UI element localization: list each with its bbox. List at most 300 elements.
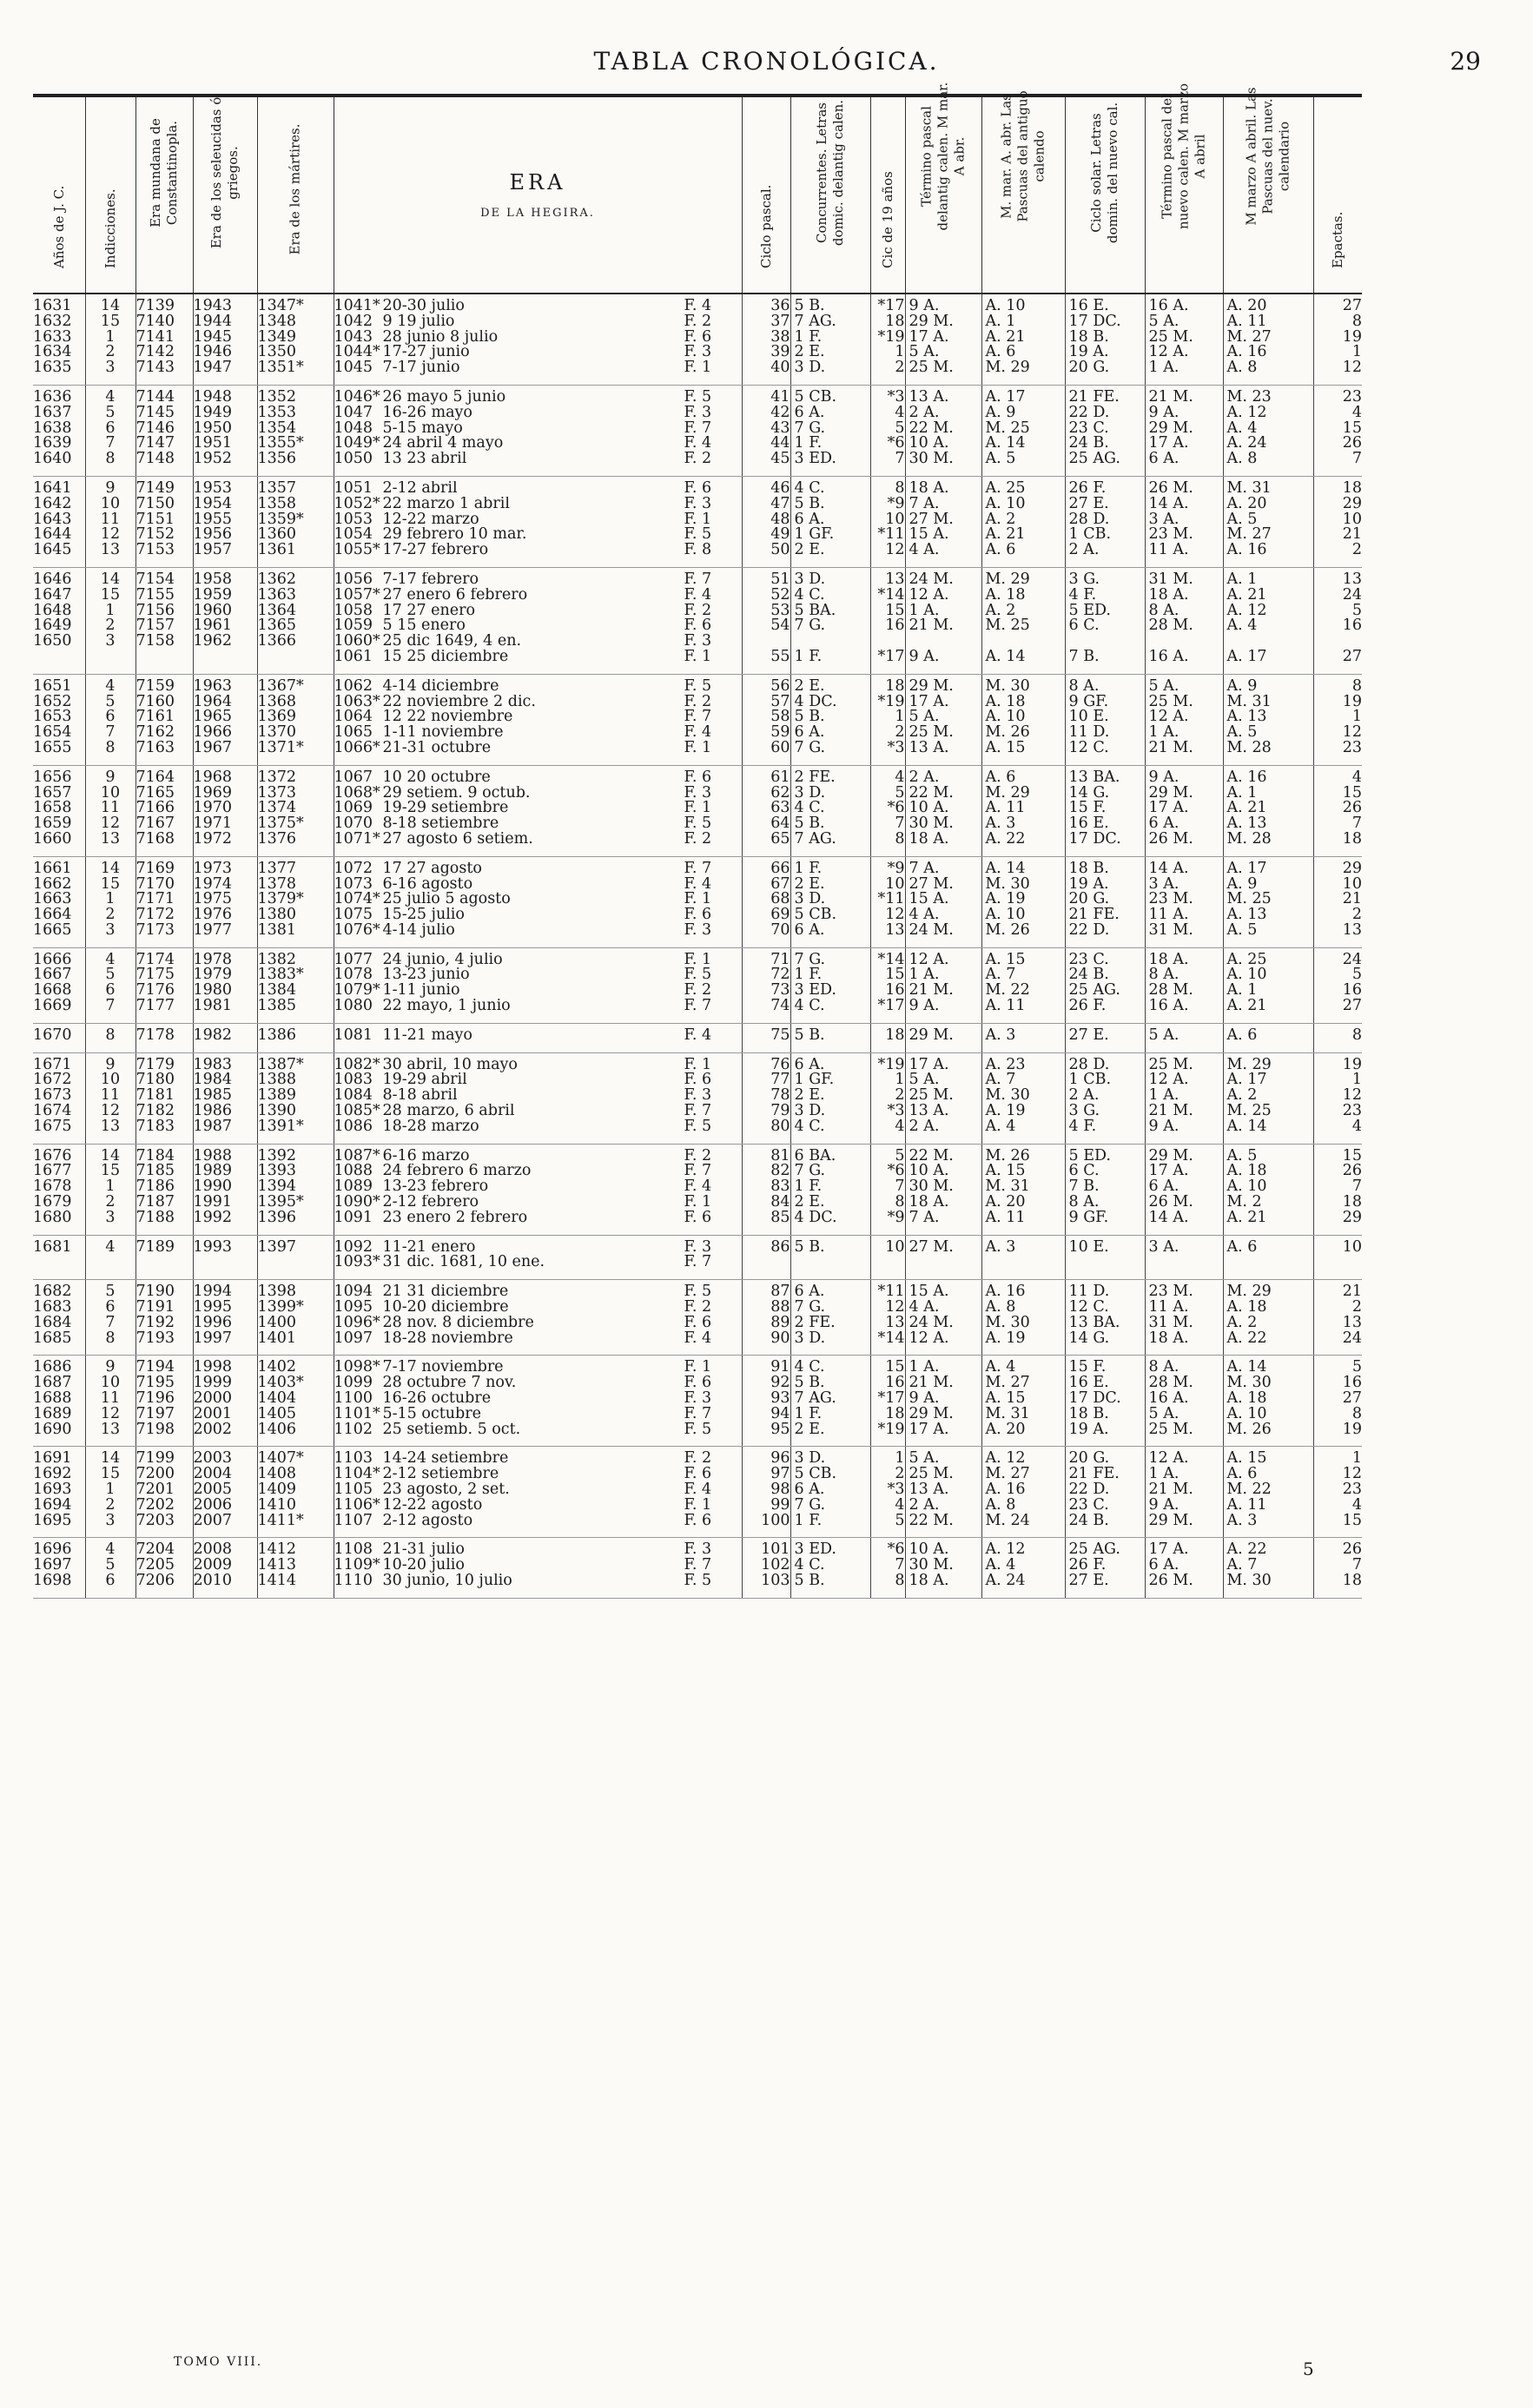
easter-new-value: M. 27 — [1226, 527, 1272, 544]
hegira-letter: F. 6 — [684, 1315, 712, 1331]
paschal-cycle-value: 51 — [770, 571, 790, 588]
paschal-term-old-value: 30 M. — [909, 1179, 954, 1196]
cycle-19-value: *11 — [877, 1284, 905, 1301]
year-value: 1653 — [33, 709, 72, 726]
indiction-value: 5 — [105, 694, 116, 710]
era-seleucid-value: 1987 — [193, 1118, 233, 1135]
epacts — [1313, 1235, 1362, 1280]
paschal-term-old-value: 30 M. — [909, 452, 954, 467]
hegira-letter: F. 7 — [684, 571, 712, 588]
paschal-term-old — [905, 1538, 981, 1598]
era-constantinople-value: 7191 — [135, 1300, 175, 1316]
easter-old-value: A. 14 — [985, 649, 1026, 665]
easter-new-value: A. 21 — [1226, 587, 1267, 604]
cycle-19-value: 12 — [885, 907, 905, 923]
year-value: 1656 — [33, 769, 72, 786]
hegira-letter: F. 3 — [684, 1391, 712, 1407]
hegira-entry — [334, 543, 742, 558]
indiction-value: 10 — [100, 1376, 121, 1392]
easter-new-value: A. 1 — [1226, 785, 1258, 802]
indiction-value: 4 — [105, 1542, 116, 1559]
era-martyrs-value: 1368 — [257, 694, 297, 710]
concurrents-value: 6 A. — [794, 405, 825, 421]
hegira-date: 1-11 junio — [382, 983, 460, 999]
year-value: 1674 — [33, 1104, 72, 1119]
hegira-entry — [334, 1391, 742, 1407]
concurrents-value: 5 B. — [794, 1027, 825, 1044]
hegira-letter: F. 1 — [684, 649, 712, 665]
indiction-value: 2 — [105, 618, 116, 635]
epacts-value: 10 — [1342, 511, 1362, 528]
hegira-letter: F. 7 — [684, 1164, 712, 1180]
easter-old-value: M. 30 — [985, 876, 1030, 893]
paschal-term-new-value: 31 M. — [1148, 922, 1193, 939]
paschal-cycle-value: 79 — [770, 1104, 790, 1119]
concurrents-value: 4 C. — [794, 801, 825, 817]
paschal-term-old-value: 5 A. — [909, 709, 940, 726]
hegira-cell — [334, 765, 742, 856]
hegira-letter: F. 2 — [684, 1451, 712, 1468]
cycle-19-value: 4 — [895, 1497, 905, 1514]
concurrents-value: 7 G. — [794, 952, 826, 968]
hegira-entry — [334, 816, 742, 832]
solar-new-value: 6 C. — [1068, 1164, 1100, 1180]
paschal-term-old-value: 2 A. — [909, 405, 940, 421]
hegira-entry — [334, 1542, 742, 1558]
hegira-date: 20-30 julio — [382, 299, 465, 314]
easter-old-value: A. 20 — [985, 1422, 1026, 1438]
hegira-entry — [334, 588, 742, 604]
era-seleucid-value: 2010 — [193, 1573, 233, 1589]
indiction — [85, 674, 135, 765]
era-seleucid-value: 1955 — [193, 511, 233, 528]
year-value: 1679 — [33, 1195, 72, 1211]
epacts — [1313, 385, 1362, 476]
cycle-19 — [870, 567, 905, 674]
easter-new-value: M. 29 — [1226, 1284, 1272, 1301]
cycle-19 — [870, 385, 905, 476]
hegira-letter: F. 5 — [684, 678, 712, 695]
paschal-term-old-value: 17 A. — [909, 1057, 949, 1073]
hegira-letter: F. 7 — [684, 709, 712, 726]
solar-new-value: 14 G. — [1068, 1330, 1110, 1347]
cycle-19-value: 13 — [885, 922, 905, 939]
easter-new — [1223, 1356, 1313, 1447]
paschal-term-new-value — [1146, 1255, 1223, 1270]
concurrents-value: 3 D. — [794, 571, 826, 588]
epacts-value: 26 — [1342, 436, 1362, 452]
epacts-value: 27 — [1342, 999, 1362, 1014]
era-martyrs-value: 1366 — [257, 634, 297, 650]
era-constantinople — [135, 1538, 193, 1598]
col-indiction: Indicciones. — [85, 96, 135, 294]
hegira-cell — [334, 1538, 742, 1598]
table-row — [33, 1538, 1362, 1598]
easter-old-value: A. 21 — [985, 527, 1026, 544]
hegira-date: 10-20 julio — [382, 1558, 465, 1573]
cycle-19-value: 4 — [895, 405, 905, 421]
year-value: 1652 — [33, 694, 72, 710]
hegira-entry — [334, 330, 742, 346]
solar-new-value: 19 A. — [1068, 876, 1109, 893]
concurrents-value: 4 C. — [794, 587, 825, 604]
easter-new-value: A. 24 — [1226, 436, 1267, 452]
era-seleucid-value: 2004 — [193, 1467, 233, 1482]
paschal-cycle-value: 61 — [770, 769, 790, 786]
era-seleucid-value: 1965 — [193, 709, 233, 726]
solar-new-value: 1 CB. — [1068, 1072, 1112, 1089]
concurrents-value — [791, 1255, 870, 1270]
easter-new-value: A. 5 — [1226, 922, 1258, 939]
easter-new-value: M. 26 — [1226, 1422, 1272, 1438]
era-martyrs-value: 1360 — [257, 527, 297, 544]
era-constantinople-value: 7203 — [135, 1513, 175, 1529]
cycle-19-value: 7 — [895, 816, 905, 832]
year-value: 1686 — [33, 1360, 72, 1376]
epacts-value: 7 — [1351, 452, 1362, 467]
cycle-19-value: *6 — [887, 436, 905, 452]
col-solar-new: Ciclo solar. Letras domin. del nuevo cal. — [1065, 96, 1145, 294]
col-era-martyrs: Era de los mártires. — [257, 96, 334, 294]
easter-old-value: A. 2 — [985, 511, 1016, 528]
hegira-year: 1059 — [334, 618, 373, 635]
paschal-term-new-value: 9 A. — [1148, 405, 1179, 421]
era-seleucid-value: 1998 — [193, 1360, 233, 1376]
year — [33, 1538, 85, 1598]
paschal-term-new-value: 6 A. — [1148, 452, 1179, 467]
era-seleucid-value: 1999 — [193, 1376, 233, 1392]
easter-new-value: A. 10 — [1226, 1406, 1267, 1422]
indiction — [85, 1052, 135, 1144]
hegira-entry — [334, 1331, 742, 1347]
hegira-cell — [334, 1235, 742, 1280]
concurrents-value: 1 F. — [794, 649, 823, 665]
paschal-term-old — [905, 1235, 981, 1280]
paschal-cycle-value: 68 — [770, 892, 790, 908]
hegira-letter: F. 7 — [684, 999, 712, 1014]
indiction-value: 14 — [100, 299, 121, 314]
hegira-entry — [334, 1088, 742, 1104]
era-seleucid-value: 1967 — [193, 740, 233, 756]
cycle-19 — [870, 1538, 905, 1598]
era-seleucid-value: 1957 — [193, 543, 233, 558]
concurrents-value: 3 D. — [794, 1451, 826, 1468]
paschal-cycle — [742, 567, 790, 674]
paschal-cycle-value: 91 — [770, 1360, 790, 1376]
paschal-cycle-value: 65 — [770, 831, 790, 848]
indiction-value: 2 — [105, 907, 116, 923]
paschal-term-old-value: 4 A. — [909, 907, 940, 923]
hegira-year: 1066* — [334, 740, 380, 756]
easter-new-value: A. 16 — [1226, 543, 1267, 558]
indiction-value: 3 — [105, 1210, 116, 1226]
concurrents-value: 4 C. — [794, 999, 825, 1014]
solar-new-value: 18 B. — [1068, 861, 1109, 877]
cycle-19-value: *9 — [887, 861, 905, 877]
hegira-letter: F. 3 — [684, 785, 712, 802]
solar-new-value: 9 GF. — [1068, 694, 1109, 710]
easter-old-value: M. 26 — [985, 725, 1030, 741]
indiction-value: 1 — [105, 603, 116, 619]
epacts-value: 24 — [1342, 952, 1362, 968]
era-constantinople — [135, 1023, 193, 1052]
year-value: 1675 — [33, 1118, 72, 1135]
epacts — [1313, 1052, 1362, 1144]
cycle-19-value: *11 — [877, 527, 905, 544]
cycle-19-value: *19 — [877, 329, 905, 346]
hegira-year: 1110 — [334, 1573, 373, 1589]
concurrents — [790, 856, 870, 947]
concurrents-value: 5 B. — [794, 709, 825, 726]
solar-new-value: 12 C. — [1068, 740, 1109, 756]
easter-old-value: A. 4 — [985, 1558, 1016, 1573]
solar-new-value: 5 ED. — [1068, 603, 1111, 619]
easter-new-value: A. 10 — [1226, 1179, 1267, 1196]
paschal-term-old-value: 13 A. — [909, 389, 949, 406]
hegira-year: 1054 — [334, 527, 373, 544]
concurrents-value: 1 F. — [794, 1406, 823, 1422]
cycle-19-value: *11 — [877, 892, 905, 908]
epacts-value: 1 — [1351, 345, 1362, 361]
hegira-year: 1069 — [334, 801, 373, 817]
indiction — [85, 1447, 135, 1538]
cycle-19-value: 16 — [885, 983, 905, 999]
hegira-year: 1095 — [334, 1300, 373, 1316]
hegira-letter: F. 1 — [684, 740, 712, 756]
hegira-date: 11-21 enero — [382, 1239, 476, 1256]
era-seleucid — [193, 476, 257, 567]
concurrents — [790, 674, 870, 765]
era-martyrs — [257, 674, 334, 765]
paschal-term-new-value: 21 M. — [1148, 740, 1193, 756]
era-constantinople-value: 7188 — [135, 1210, 175, 1226]
hegira-letter: F. 1 — [684, 1057, 712, 1073]
paschal-term-new-value: 18 A. — [1148, 1330, 1189, 1347]
indiction-value: 9 — [105, 769, 116, 786]
concurrents-value: 1 GF. — [794, 527, 835, 544]
easter-new-value: A. 4 — [1226, 618, 1258, 635]
era-constantinople-value: 7147 — [135, 436, 175, 452]
paschal-term-new-value: 12 A. — [1148, 1451, 1189, 1468]
easter-new — [1223, 947, 1313, 1023]
hegira-year: 1080 — [334, 999, 373, 1014]
paschal-term-new-value: 1 A. — [1148, 725, 1179, 741]
epacts-value — [1314, 1255, 1363, 1270]
era-seleucid-value: 1994 — [193, 1284, 233, 1301]
era-constantinople-value: 7192 — [135, 1315, 175, 1331]
year-value: 1677 — [33, 1164, 72, 1180]
year-value: 1648 — [33, 603, 72, 619]
solar-new-value: 8 A. — [1068, 1195, 1100, 1211]
year — [33, 765, 85, 856]
hegira-entry — [334, 953, 742, 968]
easter-old-value: A. 11 — [985, 801, 1026, 817]
solar-new-value: 28 D. — [1068, 511, 1110, 528]
hegira-entry — [334, 877, 742, 893]
paschal-cycle-value: 100 — [761, 1513, 790, 1529]
hegira-date: 27 enero 6 febrero — [382, 587, 528, 604]
era-seleucid-value: 1954 — [193, 496, 233, 512]
paschal-term-old-value: 12 A. — [909, 587, 949, 604]
epacts-value: 1 — [1351, 1451, 1362, 1468]
year-value: 1690 — [33, 1422, 72, 1438]
hegira-date: 27 agosto 6 setiem. — [382, 831, 533, 848]
era-martyrs-value: 1367* — [257, 678, 304, 695]
hegira-date: 13 23 abril — [382, 452, 467, 467]
concurrents-value: 3 D. — [794, 1330, 826, 1347]
era-martyrs-value: 1349 — [257, 329, 297, 346]
cycle-19-value: 18 — [885, 1406, 905, 1422]
paschal-cycle-value: 73 — [770, 983, 790, 999]
paschal-cycle-value: 55 — [770, 649, 790, 665]
era-seleucid — [193, 1235, 257, 1280]
table-row — [33, 1235, 1362, 1280]
solar-new-value: 13 BA. — [1068, 769, 1120, 786]
cycle-19-value: *19 — [877, 694, 905, 710]
paschal-term-new-value: 8 A. — [1148, 967, 1179, 984]
hegira-date: 6-16 marzo — [382, 1148, 470, 1164]
era-martyrs-value: 1388 — [257, 1072, 297, 1089]
hegira-entry — [334, 1467, 742, 1482]
paschal-term-old-value: 12 A. — [909, 1330, 949, 1347]
easter-new — [1223, 1144, 1313, 1235]
epacts-value: 13 — [1342, 1315, 1362, 1331]
era-martyrs-value: 1382 — [257, 952, 297, 968]
solar-new-value: 14 G. — [1068, 785, 1110, 802]
hegira-year: 1050 — [334, 452, 373, 467]
era-martyrs-value: 1401 — [257, 1330, 297, 1347]
easter-new-value: A. 21 — [1226, 1210, 1267, 1226]
paschal-cycle-value: 102 — [761, 1558, 790, 1573]
hegira-letter: F. 4 — [684, 1482, 712, 1498]
year-value: 1644 — [33, 527, 72, 544]
era-martyrs-value: 1350 — [257, 345, 297, 361]
table-row — [33, 1023, 1362, 1052]
epacts-value: 21 — [1342, 892, 1362, 908]
hegira-entry — [334, 1240, 742, 1256]
hegira-year: 1041* — [334, 299, 380, 314]
cycle-19-value: 1 — [895, 1451, 905, 1468]
year-value: 1647 — [33, 587, 72, 604]
concurrents-value: 4 C. — [794, 1360, 825, 1376]
easter-new-value: A. 1 — [1226, 983, 1258, 999]
epacts-value: 1 — [1351, 1072, 1362, 1089]
hegira-date: 30 abril, 10 mayo — [382, 1057, 518, 1073]
paschal-cycle-value: 97 — [770, 1467, 790, 1482]
hegira-date: 1-11 noviembre — [382, 725, 504, 741]
era-constantinople-value: 7159 — [135, 678, 175, 695]
era-constantinople-value: 7185 — [135, 1164, 175, 1180]
year-value: 1672 — [33, 1072, 72, 1089]
era-seleucid-value: 2003 — [193, 1451, 233, 1468]
era-constantinople-value: 7176 — [135, 983, 175, 999]
paschal-cycle-value: 38 — [770, 329, 790, 346]
paschal-term-old-value: 4 A. — [909, 1300, 940, 1316]
concurrents — [790, 567, 870, 674]
hegira-letter: F. 4 — [684, 587, 712, 604]
era-seleucid-value: 1961 — [193, 618, 233, 635]
paschal-cycle-value: 67 — [770, 876, 790, 893]
easter-new-value: A. 14 — [1226, 1118, 1267, 1135]
indiction — [85, 385, 135, 476]
era-seleucid-value: 1989 — [193, 1164, 233, 1180]
paschal-cycle-value: 94 — [770, 1406, 790, 1422]
easter-old-value: M. 31 — [985, 1406, 1030, 1422]
era-seleucid-value: 1991 — [193, 1195, 233, 1211]
era-martyrs-value: 1361 — [257, 543, 297, 558]
hegira-letter: F. 2 — [684, 1300, 712, 1316]
cycle-19-value: 18 — [885, 1027, 905, 1044]
era-martyrs-value: 1383* — [257, 967, 304, 984]
cycle-19-value: 18 — [885, 313, 905, 330]
paschal-term-old-value: 18 A. — [909, 1195, 949, 1211]
era-constantinople-value: 7146 — [135, 420, 175, 437]
cycle-19-value: *6 — [887, 1164, 905, 1180]
concurrents-value: 6 A. — [794, 511, 825, 528]
easter-new — [1223, 1052, 1313, 1144]
hegira-date: 15-25 julio — [382, 907, 465, 923]
hegira-entry — [334, 527, 742, 543]
era-constantinople-value: 7205 — [135, 1558, 175, 1573]
epacts-value: 4 — [1351, 405, 1362, 421]
solar-new-value: 26 F. — [1068, 480, 1107, 497]
paschal-term-old — [905, 1144, 981, 1235]
year-value: 1669 — [33, 999, 72, 1014]
era-constantinople — [135, 1052, 193, 1144]
epacts-value: 26 — [1342, 801, 1362, 817]
easter-new — [1223, 476, 1313, 567]
paschal-term-old-value: 17 A. — [909, 329, 949, 346]
paschal-term-old-value: 10 A. — [909, 1542, 949, 1559]
easter-new-value: M. 30 — [1226, 1573, 1272, 1589]
epacts — [1313, 1280, 1362, 1356]
paschal-term-new-value: 11 A. — [1148, 543, 1189, 558]
hegira-entry — [334, 1316, 742, 1331]
indiction-value: 11 — [100, 511, 121, 528]
hegira-year: 1071* — [334, 831, 380, 848]
paschal-term-new-value: 6 A. — [1148, 1179, 1179, 1196]
indiction-value: 5 — [105, 405, 116, 421]
paschal-term-old-value: 5 A. — [909, 345, 940, 361]
solar-new-value: 25 AG. — [1068, 1542, 1120, 1559]
hegira-letter: F. 2 — [684, 603, 712, 619]
paschal-term-old-value: 9 A. — [909, 999, 940, 1014]
era-seleucid-value: 1956 — [193, 527, 233, 544]
solar-new-value: 21 FE. — [1068, 389, 1120, 406]
hegira-letter: F. 5 — [684, 527, 712, 544]
paschal-term-new — [1145, 765, 1223, 856]
easter-new — [1223, 1538, 1313, 1598]
epacts-value: 24 — [1342, 1330, 1362, 1347]
epacts-value: 10 — [1342, 876, 1362, 893]
hegira-letter: F. 5 — [684, 1573, 712, 1589]
year-value: 1688 — [33, 1391, 72, 1407]
era-constantinople-value: 7175 — [135, 967, 175, 984]
era-seleucid-value: 1985 — [193, 1088, 233, 1105]
cycle-19-value: *9 — [887, 1210, 905, 1226]
paschal-term-new — [1145, 1447, 1223, 1538]
era-martyrs-value: 1386 — [257, 1027, 297, 1044]
hegira-date: 13-23 junio — [382, 967, 470, 984]
era-seleucid-value: 1974 — [193, 876, 233, 893]
hegira-year: 1109* — [334, 1558, 380, 1573]
paschal-cycle-value: 41 — [770, 389, 790, 406]
hegira-entry — [334, 481, 742, 497]
easter-old-value: A. 11 — [985, 999, 1026, 1014]
era-martyrs — [257, 765, 334, 856]
epacts-value: 19 — [1342, 329, 1362, 346]
cycle-19-value: 13 — [885, 571, 905, 588]
